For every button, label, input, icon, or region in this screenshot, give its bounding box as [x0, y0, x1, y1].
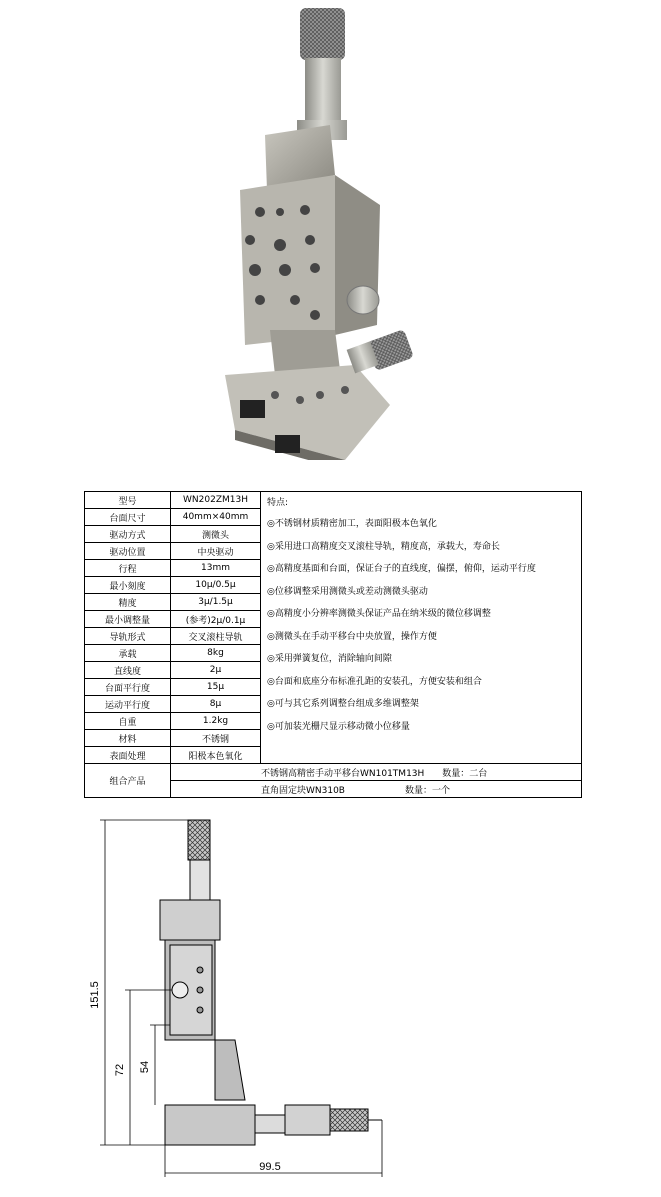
spec-label: 驱动位置 [85, 543, 171, 560]
spec-label: 驱动方式 [85, 526, 171, 543]
spec-value: 40mm×40mm [171, 509, 261, 526]
side-micrometer [347, 329, 414, 373]
combo-name: 不锈钢高精密手动平移台WN101TM13H [261, 768, 425, 779]
spec-label: 运动平行度 [85, 696, 171, 713]
feature-item: ◎测微头在手动平移台中央放置，操作方便 [267, 631, 437, 642]
spec-value: 2μ [171, 662, 261, 679]
dim-height-label: 151.5 [89, 981, 101, 1009]
dim-width-label: 99.5 [259, 1161, 281, 1173]
spec-value: 13mm [171, 560, 261, 577]
combo-qty: 数量：二台 [442, 768, 488, 779]
combo-name: 直角固定块WN310B [261, 785, 345, 796]
spec-label: 最小调整量 [85, 611, 171, 628]
spec-label: 精度 [85, 594, 171, 611]
feature-item: ◎可与其它系列调整台组成多维调整架 [267, 699, 419, 709]
spec-label: 型号 [85, 492, 171, 509]
table-row [85, 492, 582, 509]
combo-qty: 数量：一个 [404, 785, 450, 796]
feature-item: ◎采用进口高精度交叉滚柱导轨，精度高，承载大，寿命长 [267, 541, 500, 552]
spec-value: 8μ [171, 696, 261, 713]
spec-label: 材料 [85, 730, 171, 747]
dim-72-label: 72 [114, 1063, 126, 1077]
spec-value: 10μ/0.5μ [171, 577, 261, 594]
spec-value: 1.2kg [171, 713, 261, 730]
dim-54-label: 54 [139, 1060, 151, 1074]
feature-item: ◎高精度基面和台面，保证台子的直线度，偏摆，俯仰，运动平行度 [267, 564, 536, 574]
z-stage-body [240, 125, 380, 345]
feature-item: ◎高精度小分辨率测微头保证产品在纳米级的微位移调整 [267, 609, 491, 619]
combo-item [171, 781, 582, 798]
dimension-drawing [70, 815, 400, 1185]
spec-label: 承载 [85, 645, 171, 662]
spec-table [84, 491, 582, 798]
spec-value: (参考)2μ/0.1μ [171, 611, 261, 628]
spec-label: 表面处理 [85, 747, 171, 764]
combo-item [171, 764, 582, 781]
feature-item: ◎位移调整采用测微头或差动测微头驱动 [267, 586, 428, 597]
spec-label: 最小刻度 [85, 577, 171, 594]
feature-item: ◎不锈钢材质精密加工，表面阳极本色氧化 [267, 519, 437, 529]
spec-label: 直线度 [85, 662, 171, 679]
spec-value: 3μ/1.5μ [171, 594, 261, 611]
spec-value: 中央驱动 [171, 543, 261, 560]
spec-value: 交叉滚柱导轨 [171, 628, 261, 645]
features-cell [261, 492, 582, 764]
top-micrometer [297, 8, 347, 140]
features-title: 特点: [267, 498, 289, 508]
combo-row [85, 764, 582, 781]
spec-value: 不锈钢 [171, 730, 261, 747]
spec-value: 15μ [171, 679, 261, 696]
product-photo [205, 0, 415, 460]
spec-value: 测微头 [171, 526, 261, 543]
spec-value: WN202ZM13H [171, 492, 261, 509]
spec-label: 自重 [85, 713, 171, 730]
combo-label: 组合产品 [85, 764, 171, 798]
feature-item: ◎台面和底座分布标准孔距的安装孔，方便安装和组合 [267, 676, 482, 687]
spec-label: 台面尺寸 [85, 509, 171, 526]
spec-label: 行程 [85, 560, 171, 577]
spec-value: 8kg [171, 645, 261, 662]
spec-label: 导轨形式 [85, 628, 171, 645]
stage-outline [160, 820, 382, 1145]
feature-item: ◎采用弹簧复位，消除轴向间隙 [267, 654, 392, 664]
spec-value: 阳极本色氧化 [171, 747, 261, 764]
spec-label: 台面平行度 [85, 679, 171, 696]
feature-item: ◎可加装光栅尺显示移动微小位移量 [267, 721, 410, 732]
